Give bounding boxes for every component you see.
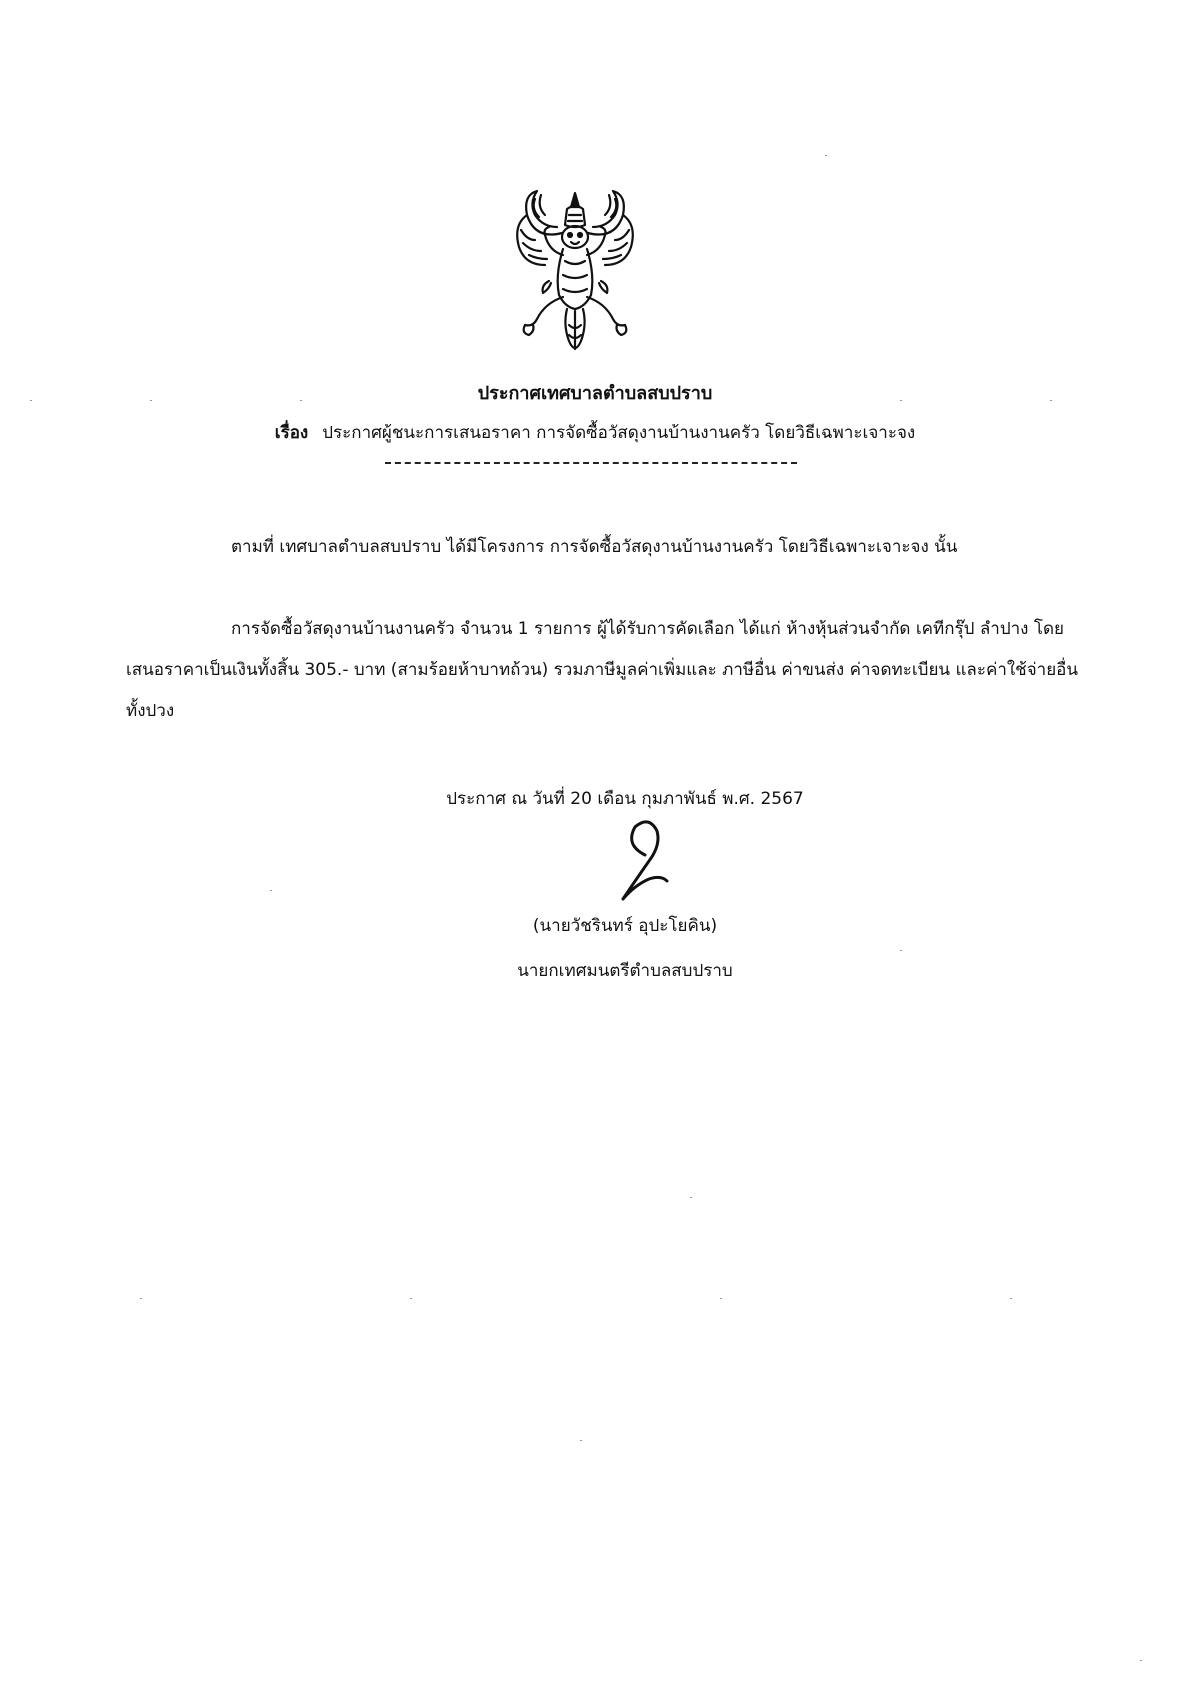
garuda-emblem-icon bbox=[505, 185, 645, 360]
scan-artifact bbox=[30, 400, 32, 401]
signer-name: (นายวัชรินทร์ อุปะโยคิน) bbox=[532, 916, 718, 936]
signer-title: นายกเทศมนตรีตำบลสบปราบ bbox=[517, 961, 733, 981]
scan-artifact bbox=[1010, 1298, 1012, 1299]
paragraph-1-text: ตามที่ เทศบาลตำบลสบปราบ ได้มีโครงการ การจัดซื้อวัสดุงานบ้านงานครัว โดยวิธีเฉพาะเจาะจง นั้น bbox=[231, 537, 958, 557]
announcement-date: ประกาศ ณ วันที่ 20 เดือน กุมภาพันธ์ พ.ศ. 2567 bbox=[446, 789, 804, 809]
paragraph-1 bbox=[126, 527, 1082, 568]
paragraph-2 bbox=[126, 609, 1082, 732]
divider bbox=[385, 462, 797, 464]
scan-artifact bbox=[1140, 1660, 1142, 1661]
subject-line bbox=[0, 419, 1190, 446]
scan-artifact bbox=[150, 400, 152, 401]
subject-label: เรื่อง bbox=[274, 423, 309, 443]
scan-artifact bbox=[825, 155, 827, 156]
scan-artifact bbox=[900, 400, 902, 401]
page-title: ประกาศเทศบาลตำบลสบปราบ bbox=[477, 383, 713, 404]
scan-artifact bbox=[690, 1197, 692, 1198]
paragraph-2-text: การจัดซื้อวัสดุงานบ้านงานครัว จำนวน 1 รายการ ผู้ได้รับการคัดเลือก ได้แก่ ห้างหุ้นส่วนจำกัด เคทีกรุ๊ป ลำปาง โดยเสนอราคาเป็นเงินทั้งสิ้น 305.- บาท (สามร้อยห้าบาทถ้วน) รวมภาษีมูลค่าเพิ่มและ ภาษีอื่น ค่าขนส่ง ค่าจดทะเบียน และค่าใช้จ่ายอื่นทั้งปวง bbox=[126, 619, 1079, 721]
scan-artifact bbox=[580, 1440, 582, 1441]
subject-text: ประกาศผู้ชนะการเสนอราคา การจัดซื้อวัสดุงานบ้านงานครัว โดยวิธีเฉพาะเจาะจง bbox=[322, 423, 916, 443]
handwritten-signature bbox=[605, 815, 685, 905]
scan-artifact bbox=[900, 950, 902, 951]
scan-artifact bbox=[270, 890, 272, 891]
scan-artifact bbox=[1050, 400, 1052, 401]
scan-artifact bbox=[720, 1298, 722, 1299]
scan-artifact bbox=[300, 400, 302, 401]
scan-artifact bbox=[410, 1298, 412, 1299]
scan-artifact bbox=[140, 1298, 142, 1299]
